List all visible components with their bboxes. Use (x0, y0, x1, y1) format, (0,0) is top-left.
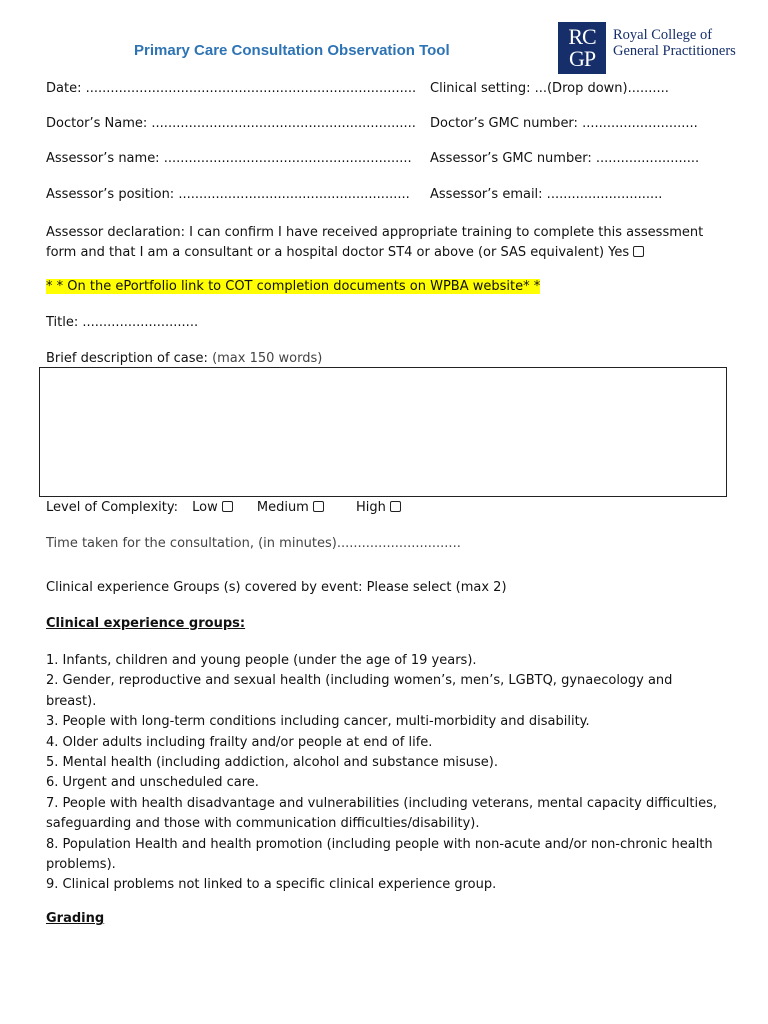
description-label-text: Brief description of case: (46, 351, 208, 366)
description-label (46, 351, 322, 366)
description-hint: (max 150 words) (207, 351, 323, 366)
list-item: 5. Mental health (including addiction, alcohol and substance misuse). (46, 755, 498, 771)
assessor-gmc-field[interactable]: Assessor’s GMC number: ......................... (430, 151, 700, 166)
logo-name-line1: Royal College of (613, 27, 713, 43)
title-field[interactable]: Title: ............................ (46, 315, 199, 330)
declaration-yes-checkbox[interactable] (633, 246, 644, 257)
complexity-label: Level of Complexity: (46, 500, 178, 515)
logo-name-line2: General Practitioners (613, 43, 736, 59)
clinical-experience-groups-list (46, 651, 726, 896)
list-item: 3. People with long-term conditions including cancer, multi-morbidity and disability. (46, 714, 590, 730)
assessor-name-field[interactable]: Assessor’s name: ............................................................ (46, 151, 412, 166)
logo-mark-top: RC (568, 24, 596, 49)
assessor-email-field[interactable]: Assessor’s email: ............................ (430, 187, 663, 202)
list-item: 2. Gender, reproductive and sexual health (including women’s, men’s, LGBTQ, gynaecology and breast). (46, 673, 673, 709)
complexity-medium-checkbox[interactable] (313, 501, 324, 512)
assessor-position-field[interactable]: Assessor’s position: ........................................................ (46, 187, 410, 202)
complexity-row (46, 500, 401, 515)
list-item: 1. Infants, children and young people (under the age of 19 years). (46, 653, 477, 668)
complexity-low-label: Low (192, 500, 218, 515)
logo-name (613, 27, 736, 59)
logo-mark-bottom: GP (568, 46, 596, 71)
groups-intro: Clinical experience Groups (s) covered by event: Please select (max 2) (46, 580, 507, 595)
date-field[interactable]: Date: ................................................................................ (46, 81, 417, 96)
list-item: 7. People with health disadvantage and vulnerabilities (including veterans, mental capacity difficulties, safeguarding and those with communication difficulties/disability). (46, 795, 717, 832)
doctor-name-field[interactable]: Doctor’s Name: ................................................................ (46, 116, 416, 131)
eportfolio-notice (46, 279, 540, 294)
list-item: 4. Older adults including frailty and/or people at end of life. (46, 734, 433, 750)
complexity-high-label: High (355, 500, 386, 515)
groups-heading: Clinical experience groups: (46, 616, 246, 631)
declaration-text: Assessor declaration: I can confirm I have received appropriate training to complete this assessment form and that I am a consultant or a hospital doctor ST4 or above (or SAS equivalent) Yes (46, 225, 704, 260)
rcgp-logo-mark (558, 22, 606, 74)
case-description-textarea[interactable] (39, 367, 727, 497)
rcgp-logo (558, 22, 734, 74)
eportfolio-notice-text: * * On the ePortfolio link to COT completion documents on WPBA website* * (46, 279, 541, 294)
list-item: 6. Urgent and unscheduled care. (46, 775, 259, 791)
page-title: Primary Care Consultation Observation Tool (134, 42, 450, 59)
complexity-low-checkbox[interactable] (222, 501, 233, 512)
list-item: 8. Population Health and health promotion (including people with non-acute and/or non-chronic health problems). (46, 836, 713, 873)
grading-heading: Grading (46, 911, 105, 926)
complexity-high-checkbox[interactable] (390, 501, 401, 512)
assessor-declaration (46, 223, 726, 263)
complexity-medium-label: Medium (256, 500, 309, 515)
clinical-setting-dropdown[interactable]: Clinical setting: ...(Drop down).......... (430, 81, 669, 96)
time-taken-field[interactable]: Time taken for the consultation, (in minutes).............................. (46, 536, 461, 551)
list-item: 9. Clinical problems not linked to a specific clinical experience group. (46, 877, 497, 893)
doctor-gmc-field[interactable]: Doctor’s GMC number: ............................ (430, 116, 698, 131)
